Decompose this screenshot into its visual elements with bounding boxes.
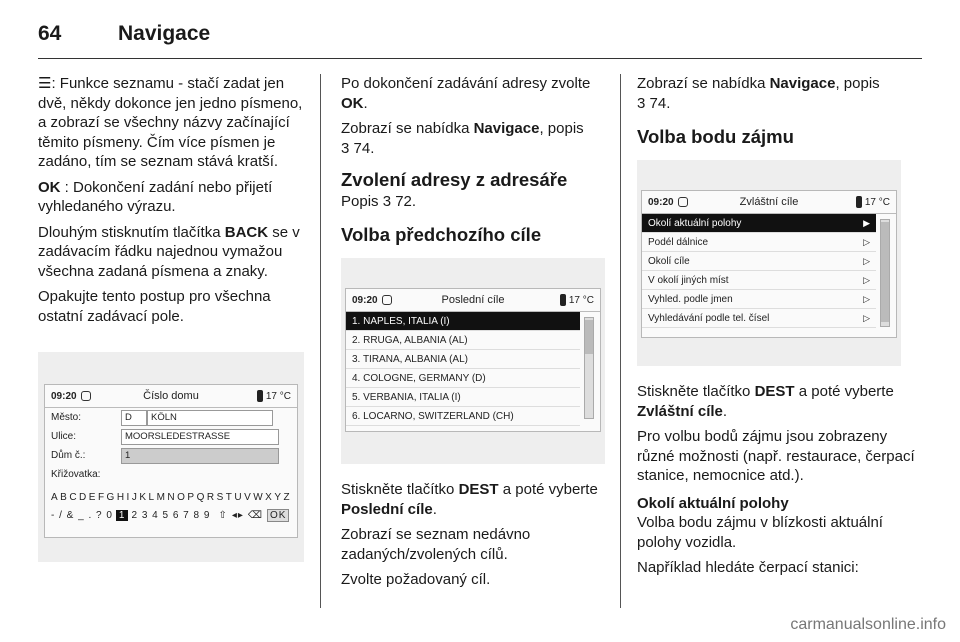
selected-digit[interactable]: 1 [116,510,129,521]
confirm-paragraph: Po dokončení zadávání adresy zvolte OK. [341,75,591,112]
list-shown-paragraph: Zobrazí se seznam nedávno zadaných/zvolených cílů. [341,526,531,563]
example-paragraph: Například hledáte čerpací stanici: [637,559,859,576]
screen-title: Poslední cíle [441,294,505,306]
page-header [38,18,210,50]
column-3-lower [637,382,917,584]
column-divider-2 [620,74,621,608]
heading-address-book: Zvolení adresy z adresáře [341,169,568,190]
dest-paragraph: Stiskněte tlačítko DEST a poté vyberte Zvláštní cíle. [637,383,894,420]
destination-list [346,312,600,426]
arrow-right-icon: ▷ [863,274,870,285]
header-rule [38,58,922,59]
poi-options-paragraph: Pro volbu bodů zájmu jsou zobrazeny různé možnosti (např. restaurace, čerpací stanice, nemocnice atd.). [637,428,915,484]
column-divider-1 [320,74,321,608]
repeat-paragraph: Opakujte tento postup pro všechna ostatní zadávací pole. [38,288,271,325]
address-ref: Popis 3 72. [341,192,417,210]
city-field[interactable]: KÖLN [147,410,273,426]
list-item[interactable]: Okolí cíle ▷ [642,252,876,271]
ok-key[interactable]: OK [267,509,289,522]
screen-last-destinations [345,288,601,432]
keyboard-digit-keys[interactable]: 2 3 4 5 6 7 8 9 [131,509,211,521]
label-street: Ulice: [51,431,77,442]
cursor-icon[interactable]: ◂▸ [231,509,244,521]
heading-poi: Volba bodu zájmu [637,126,794,147]
arrow-right-icon: ▷ [863,293,870,304]
list-item[interactable]: 3. TIRANA, ALBANIA (AL) [346,350,580,369]
list-item[interactable]: V okolí jiných míst ▷ [642,271,876,290]
label-crossing: Křižovatka: [51,469,101,480]
ok-paragraph: OK : Dokončení zadání nebo přijetí vyhledaného výrazu. [38,178,273,215]
screen-poi [641,190,897,338]
list-item[interactable]: Vyhledávání podle tel. čísel ▷ [642,309,876,328]
back-paragraph: Dlouhým stisknutím tlačítka BACK se v zadávacím řádku najednou vymažou všechna zadaná písmena a znaky. [38,223,300,280]
nav-menu-paragraph: Zobrazí se nabídka Navigace, popis 3 74. [637,75,880,112]
list-item[interactable]: Okolí aktuální polohy ▶ [642,214,876,233]
heading-previous-dest: Volba předchozího cíle [341,224,542,245]
arrow-right-icon: ▷ [863,236,870,247]
arrow-right-icon: ▷ [863,312,870,323]
column-3 [637,74,917,153]
figure-last-destinations [341,258,605,464]
keyboard-digits [45,506,297,524]
label-city: Město: [51,412,82,423]
column-1 [38,74,304,332]
temperature: 17 °C [568,294,594,306]
keyboard-letters[interactable]: ABCDEFGHIJKLMNOPQRSTUVWXYZ [51,491,293,503]
list-item[interactable]: 1. NAPLES, ITALIA (I) [346,312,580,331]
figure-poi [637,160,901,366]
clock-time: 09:20 [352,294,378,306]
column-2-lower [341,480,609,596]
temperature: 17 °C [265,390,291,402]
near-position-paragraph: Volba bodu zájmu v blízkosti aktuální polohy vozidla. [637,514,883,551]
screen-title: Číslo domu [143,390,199,402]
arrow-right-icon: ▶ [863,217,870,228]
heading-near-position: Okolí aktuální polohy [637,494,789,512]
clock-time: 09:20 [51,390,77,402]
page-number: 64 [38,22,62,45]
choose-paragraph: Zvolte požadovaný cíl. [341,571,491,588]
label-house: Dům č.: [51,450,86,461]
screen-title: Zvláštní cíle [739,196,799,208]
figure-house-number [38,352,304,562]
list-item[interactable]: 4. COLOGNE, GERMANY (D) [346,369,580,388]
list-item[interactable]: Vyhled. podle jmen ▷ [642,290,876,309]
scrollbar[interactable] [584,317,594,419]
list-item[interactable]: 6. LOCARNO, SWITZERLAND (CH) [346,407,580,426]
watermark: carmanualsonline.info [790,616,946,633]
street-field[interactable]: MOORSLEDESTRASSE [121,429,279,445]
list-item[interactable]: 5. VERBANIA, ITALIA (I) [346,388,580,407]
clock-time: 09:20 [648,196,674,208]
backspace-icon[interactable]: ⌫ [247,509,264,521]
house-number-field[interactable]: 1 [121,448,279,464]
poi-list [642,214,896,328]
keyboard-symbols[interactable]: - / & _ . ? 0 [51,509,113,521]
list-item[interactable]: Podél dálnice ▷ [642,233,876,252]
screen-house-number [44,384,298,538]
section-title: Navigace [118,22,211,45]
list-function-paragraph: ☰: Funkce seznamu - stačí zadat jen dvě, někdy dokonce jen jedno písmeno, a zobrazí se všechny názvy začínající těmito písmeny. Čím více písmen je zadáno, tím se seznam stává kratší. [38,75,303,170]
temperature: 17 °C [864,196,890,208]
shift-icon[interactable]: ⇧ [218,509,228,521]
city-code-field[interactable]: D [121,410,147,426]
list-item[interactable]: 2. RRUGA, ALBANIA (AL) [346,331,580,350]
list-icon: ☰ [38,75,52,92]
nav-menu-paragraph: Zobrazí se nabídka Navigace, popis 3 74. [341,120,584,157]
arrow-right-icon: ▷ [863,255,870,266]
column-2 [341,74,609,251]
dest-paragraph: Stiskněte tlačítko DEST a poté vyberte Poslední cíle. [341,481,598,518]
scrollbar[interactable] [880,219,890,327]
